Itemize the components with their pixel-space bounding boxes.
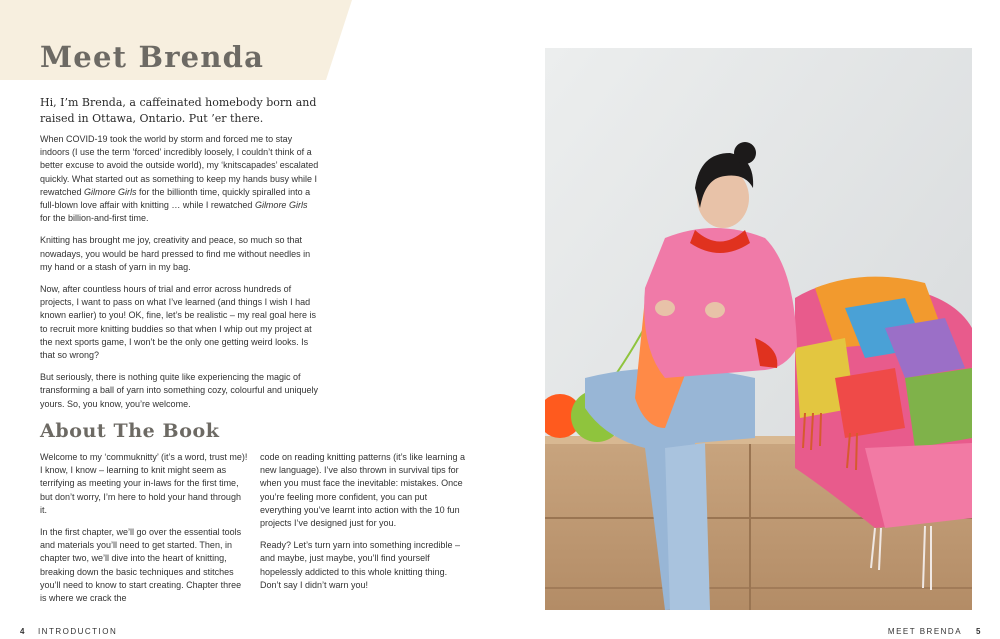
paragraph-welcome: Welcome to my ‘commuknitty’ (it’s a word, trust me)! I know, I know – learning to knit might seem as terrifying as meeting your in-laws for the first time, but don’t worry, I’m here to hold your hand through it. bbox=[40, 452, 248, 515]
about-column-1 bbox=[40, 451, 248, 614]
paragraph-text: for the billion-and-first time. bbox=[40, 213, 149, 224]
meet-brenda-body bbox=[40, 133, 320, 420]
running-head-right: MEET BRENDA bbox=[887, 627, 963, 636]
intro-line-2: raised in Ottawa, Ontario. Put ’er there. bbox=[40, 112, 264, 125]
page-number-right: 5 bbox=[976, 627, 982, 636]
paragraph-covid bbox=[40, 133, 320, 225]
paragraph-text: for the billionth time, quickly spiralled into a full-blown love affair with knitting … while I rewatched bbox=[40, 186, 311, 211]
about-column-2 bbox=[260, 451, 468, 601]
intro-lede bbox=[40, 95, 330, 127]
paragraph-joy: Knitting has brought me joy, creativity and peace, so much so that nowadays, you would be hard pressed to find me without needles in my hand or a stash of yarn in my bag. bbox=[40, 235, 311, 272]
italic-show-title: Gilmore Girls bbox=[84, 186, 137, 197]
paragraph-patterns: code on reading knitting patterns (it’s like learning a new language). I’ve also thrown in survival tips for when you must face the inevitable: mistakes. Once you’re feeling more confident, you can put everything you’ve learnt into action with the 10 fun projects I’ve designed just for you. bbox=[260, 452, 465, 529]
page-title: Meet Brenda bbox=[40, 40, 265, 74]
photo-knitter bbox=[545, 48, 972, 610]
italic-show-title: Gilmore Girls bbox=[254, 200, 308, 211]
footer-right bbox=[888, 627, 982, 636]
paragraph-ready: Ready? Let’s turn yarn into something incredible – and maybe, just maybe, you’ll find yourself hopelessly addicted to this whole knitting thing. Don’t say I didn’t warn you! bbox=[260, 540, 460, 590]
footer-left bbox=[20, 627, 117, 636]
paragraph-magic: But seriously, there is nothing quite like experiencing the magic of transforming a ball of yarn into something cozy, colourful and uniquely yours. So, you know, you’re welcome. bbox=[40, 372, 318, 409]
paragraph-trial-error: Now, after countless hours of trial and error across hundreds of projects, I want to pass on what I’ve learned (and things I wish I had known earlier) to you! OK, fine, let’s be realistic – my real goal here is to recruit more knitting buddies so that when I whip out my project at the next sports game, I won’t be the only one getting weird looks. Is that so wrong? bbox=[40, 284, 316, 361]
page-number-left: 4 bbox=[20, 627, 26, 636]
intro-line-1: Hi, I’m Brenda, a caffeinated homebody born and bbox=[40, 96, 317, 109]
paragraph-text: When COVID-19 took the world by storm and forced me to stay indoors (I use the term ‘forced’ incredibly loosely, I couldn’t think of a better excuse to avoid the outside world), my ‘knitscapades’ escalated quickly. What started out as something to keep my hands busy while I rewatched bbox=[40, 134, 319, 197]
paragraph-chapters: In the first chapter, we’ll go over the essential tools and materials you’ll need to get started. Then, in chapter two, we’ll dive into the heart of knitting, breaking down the basic techniques and stitches you’ll need to know to start creating. Chapter three is where we crack the bbox=[40, 527, 242, 604]
photo-illustration bbox=[545, 48, 972, 610]
running-head-left: INTRODUCTION bbox=[37, 627, 118, 636]
section-heading-about: About The Book bbox=[40, 420, 220, 442]
